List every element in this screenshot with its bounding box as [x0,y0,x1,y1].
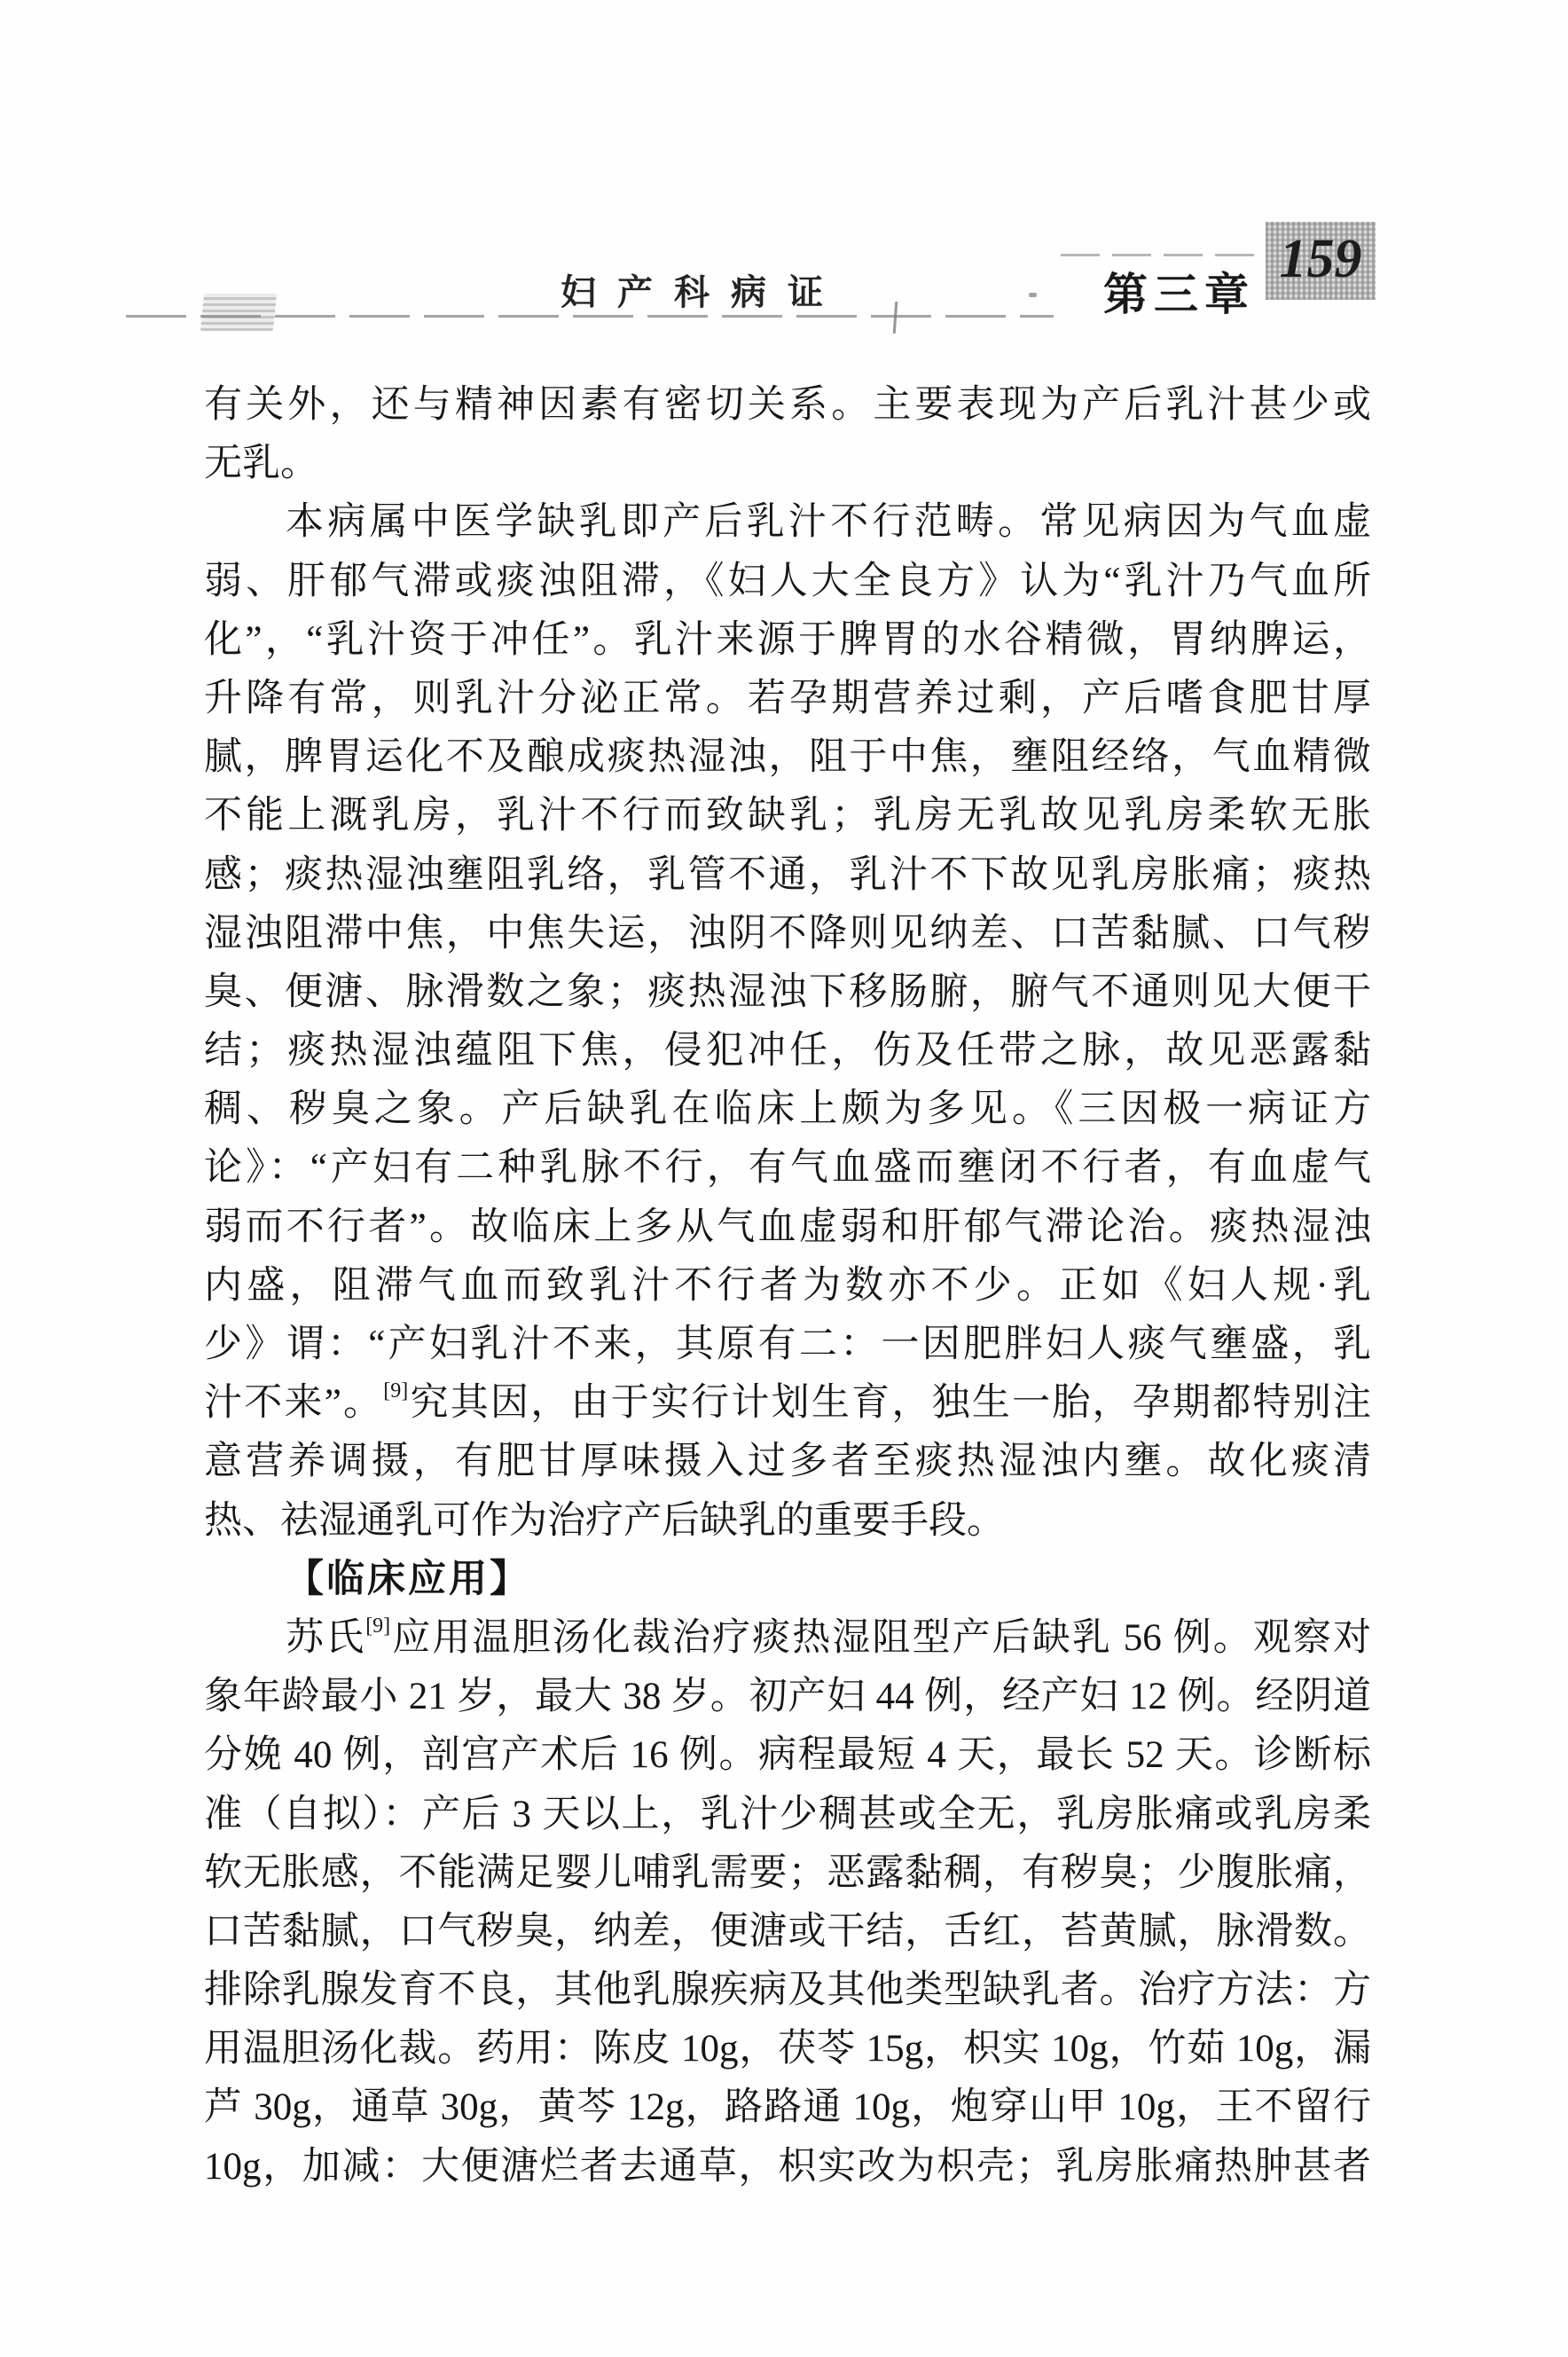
header-rule [126,315,1054,318]
text-line: 不能上溉乳房，乳汁不行而致缺乳；乳房无乳故见乳房柔软无胀 [204,795,1371,837]
text-line: 用温胆汤化裁。药用：陈皮 10g，茯苓 15g，枳实 10g，竹茹 10g，漏 [204,2028,1371,2070]
text-line: 臭、便溏、脉滑数之象；痰热湿浊下移肠腑，腑气不通则见大便干 [204,970,1371,1013]
text-line: 10g，加减：大便溏烂者去通草，枳实改为枳壳；乳房胀痛热肿甚者 [204,2145,1371,2188]
text-line: 软无胀感，不能满足婴儿哺乳需要；恶露黏稠，有秽臭；少腹胀痛， [204,1851,1371,1894]
running-head-section-title: 妇产科病证 [561,272,844,312]
page-number-badge [1266,222,1376,300]
scan-smudge-artifact [200,294,277,331]
text-line: 弱而不行者”。故临床上多从气血虚弱和肝郁气滞论治。痰热湿浊 [204,1206,1371,1248]
page-number: 159 [1279,228,1362,289]
running-head-chapter-title: 第三章 [1103,270,1255,319]
text-segment: 应用温胆汤化裁治疗痰热湿阻型产后缺乳 56 例。观察对 [390,1616,1372,1659]
text-line: 意营养调摄，有肥甘厚味摄入过多者至痰热湿浊内壅。故化痰清 [204,1441,1371,1483]
text-line: 象年龄最小 21 岁，最大 38 岁。初产妇 44 例，经产妇 12 例。经阴道 [204,1676,1371,1718]
text-line: 结；痰热湿浊蕴阻下焦，侵犯冲任，伤及任带之脉，故见恶露黏 [204,1030,1371,1072]
text-line: 分娩 40 例，剖宫产术后 16 例。病程最短 4 天，最长 52 天。诊断标 [204,1734,1371,1777]
text-line: 稠、秽臭之象。产后缺乳在临床上颇为多见。《三因极一病证方 [204,1088,1371,1131]
text-line: 论》：“产妇有二种乳脉不行，有气血盛而壅闭不行者，有血虚气 [204,1147,1371,1190]
text-line: 腻，脾胃运化不及酿成痰热湿浊，阻于中焦，壅阻经络，气血精微 [204,736,1371,779]
text-line: 芦 30g，通草 30g，黄芩 12g，路路通 10g，炮穿山甲 10g，王不留行 [204,2086,1371,2129]
body-text [204,376,1371,2196]
text-line: 有关外，还与精神因素有密切关系。主要表现为产后乳汁甚少或 [204,384,1371,426]
scan-speck-artifact [1029,293,1037,297]
text-line [204,1374,1371,1433]
clinical-application-heading: 【临床应用】 [286,1558,530,1600]
text-segment: 究其因，由于实行计划生育，独生一胎，孕期都特别注 [408,1382,1371,1425]
text-line: 排除乳腺发育不良，其他乳腺疾病及其他类型缺乳者。治疗方法：方 [204,1969,1371,2012]
text-line: 弱、肝郁气滞或痰浊阻滞，《妇人大全良方》认为“乳汁乃气血所 [204,560,1371,602]
text-line: 无乳。 [204,443,318,485]
text-line: 化”，“乳汁资于冲任”。乳汁来源于脾胃的水谷精微，胃纳脾运， [204,618,1371,661]
text-segment: 汁不来”。 [204,1382,384,1425]
text-line: 热、祛湿通乳可作为治疗产后缺乳的重要手段。 [204,1499,1005,1542]
text-line: 内盛，阻滞气血而致乳汁不行者为数亦不少。正如《妇人规·乳 [204,1264,1371,1307]
text-line: 准（自拟）：产后 3 天以上，乳汁少稠甚或全无，乳房胀痛或乳房柔 [204,1793,1371,1835]
text-line [204,1609,1371,1668]
text-line: 感；痰热湿浊壅阻乳络，乳管不通，乳汁不下故见乳房胀痛；痰热 [204,853,1371,896]
text-line: 本病属中医学缺乳即产后乳汁不行范畴。常见病因为气血虚 [286,501,1371,544]
footnote-ref: [9] [365,1614,391,1638]
text-line: 口苦黏腻，口气秽臭，纳差，便溏或干结，舌红，苔黄腻，脉滑数。 [204,1910,1371,1952]
text-line: 少》谓：“产妇乳汁不来，其原有二：一因肥胖妇人痰气壅盛，乳 [204,1324,1371,1365]
text-segment: 苏氏 [286,1616,366,1659]
header-rule-tick-artifact [893,302,898,334]
footnote-ref: [9] [383,1379,409,1403]
text-line: 湿浊阻滞中焦，中焦失运，浊阴不降则见纳差、口苦黏腻、口气秽 [204,912,1371,955]
text-line: 升降有常，则乳汁分泌正常。若孕期营养过剩，产后嗜食肥甘厚 [204,677,1371,719]
header-rule-right-segment [1061,254,1266,256]
